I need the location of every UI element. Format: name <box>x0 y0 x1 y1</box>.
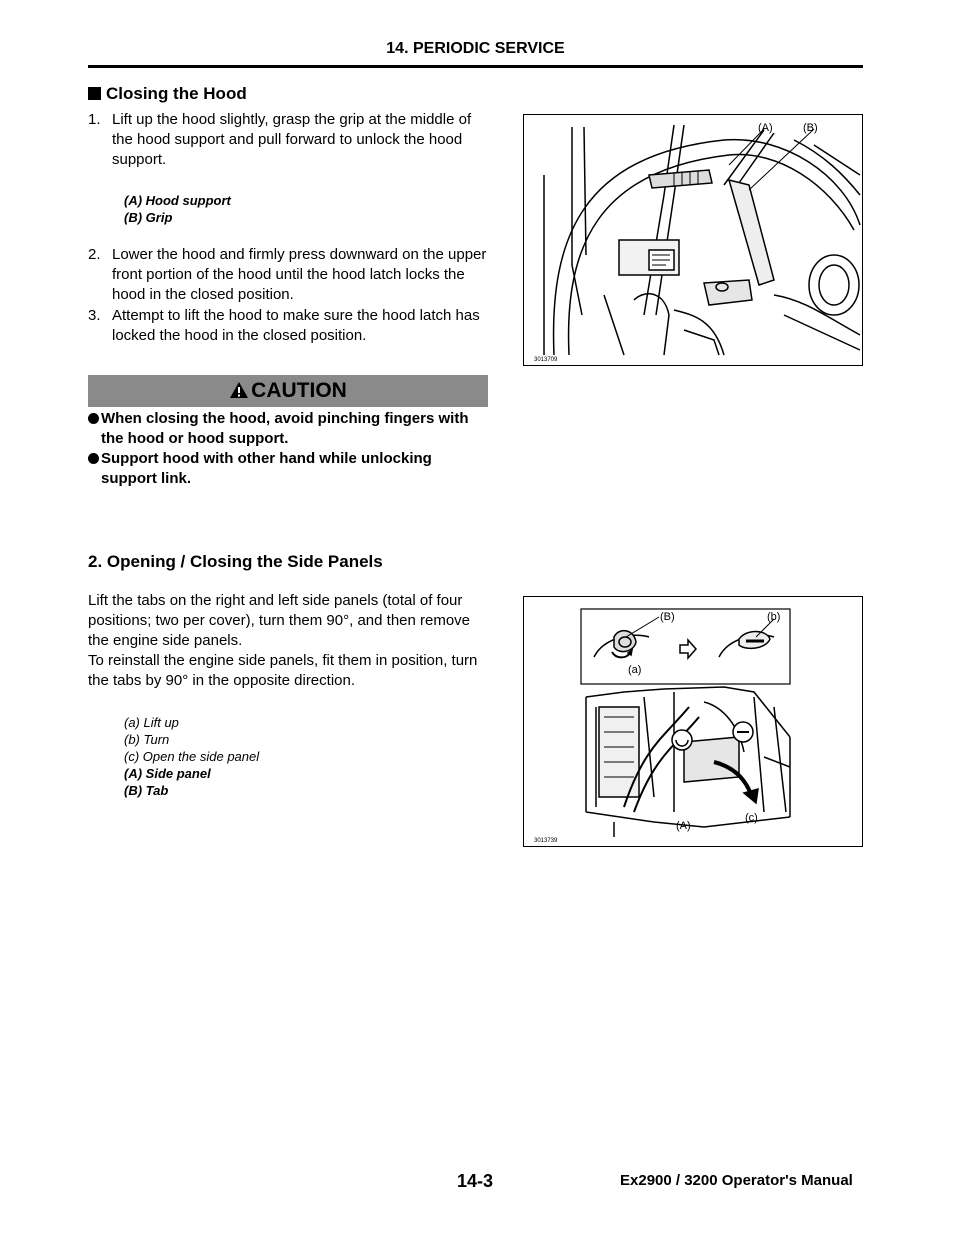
legend-open-side-panel: (c) Open the side panel <box>124 749 260 764</box>
caution-banner: CAUTION <box>88 375 488 407</box>
caution-item: Support hood with other hand while unlocking support link. <box>88 449 488 489</box>
figure-hood-support <box>523 114 863 366</box>
side-panel-legend <box>124 714 259 799</box>
step-1: 1. Lift up the hood slightly, grasp the grip at the middle of the hood support and pull forward to unlock the hood support. <box>88 111 472 168</box>
legend-hood-support: (A) Hood support <box>124 193 231 208</box>
figure2-label-lift-up: (a) <box>628 664 642 676</box>
side-panel-illustration <box>524 597 862 846</box>
step-2: 2. Lower the hood and firmly press downward on the upper front portion of the hood until the hood latch locks the hood in the closed position. <box>88 246 487 303</box>
step-3: 3. Attempt to lift the hood to make sure the hood latch has locked the hood in the closed position. <box>88 307 480 344</box>
header-rule <box>88 65 863 68</box>
figure1-label-b: (B) <box>803 122 818 134</box>
figure-side-panels <box>523 596 863 847</box>
legend-lift-up: (a) Lift up <box>124 715 179 730</box>
square-bullet-icon <box>88 87 101 100</box>
section-title-closing-hood: Closing the Hood <box>88 84 247 104</box>
warning-triangle-icon <box>229 381 249 399</box>
figure1-code: 3013709 <box>534 357 558 363</box>
hood-support-illustration <box>524 115 862 365</box>
page-number: 14-3 <box>457 1171 494 1191</box>
figure1-label-a: (A) <box>758 122 773 134</box>
figure2-label-side-panel: (A) <box>676 820 691 832</box>
bullet-icon <box>88 453 99 464</box>
figure2-label-tab: (B) <box>660 611 675 623</box>
legend-tab: (B) Tab <box>124 783 169 798</box>
caution-item: When closing the hood, avoid pinching fingers with the hood or hood support. <box>88 409 488 449</box>
page-header-title: 14. PERIODIC SERVICE <box>386 40 565 57</box>
legend-side-panel: (A) Side panel <box>124 766 211 781</box>
legend-grip: (B) Grip <box>124 210 173 225</box>
figure2-code: 3013739 <box>534 838 558 844</box>
bullet-icon <box>88 413 99 424</box>
side-panel-instructions: Lift the tabs on the right and left side panels (total of four positions; two per cover), turn them 90°, and then remove the engine side panels. To reinstall the engine side panels, fit them in position, turn the tabs by 90° in the opposite direction. <box>88 592 478 689</box>
figure2-label-open: (c) <box>745 812 758 824</box>
section-title-side-panels: 2. Opening / Closing the Side Panels <box>88 552 383 571</box>
manual-title: Ex2900 / 3200 Operator's Manual <box>620 1172 853 1189</box>
legend-turn: (b) Turn <box>124 732 170 747</box>
figure2-label-turn: (b) <box>767 611 781 623</box>
hood-legend <box>124 192 231 226</box>
